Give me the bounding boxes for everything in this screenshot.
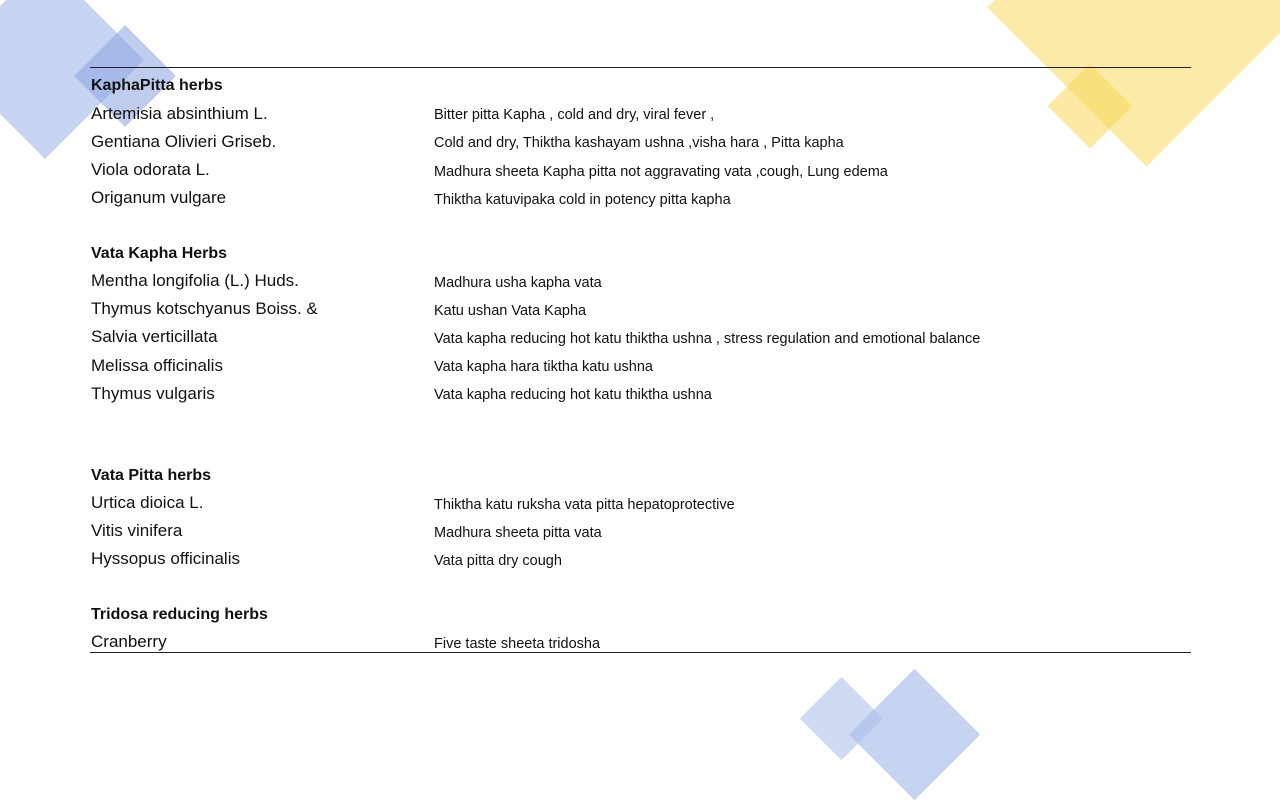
section-heading-vata-kapha: Vata Kapha Herbs [91, 245, 228, 262]
herb-description: Thiktha katuvipaka cold in potency pitta kapha [434, 192, 731, 208]
herb-name: Vitis vinifera [91, 521, 183, 540]
herb-name: Urtica dioica L. [91, 493, 204, 512]
section-heading-vata-pitta: Vata Pitta herbs [91, 467, 212, 484]
herb-name: Viola odorata L. [91, 160, 210, 179]
bottom-rule [90, 652, 1191, 653]
decorative-yellow-diamond-top-right-large [987, 0, 1280, 167]
section-heading-tridosa: Tridosa reducing herbs [91, 606, 268, 623]
top-rule [90, 67, 1191, 68]
herb-description: Madhura sheeta pitta vata [434, 525, 602, 541]
herb-description: Vata kapha hara tiktha katu ushna [434, 359, 653, 375]
decorative-blue-diamond-bottom-large [849, 669, 981, 800]
herb-name: Gentiana Olivieri Griseb. [91, 132, 277, 151]
herb-name: Hyssopus officinalis [91, 549, 240, 568]
herb-description: Five taste sheeta tridosha [434, 636, 601, 652]
herb-name: Origanum vulgare [91, 188, 227, 207]
herb-description: Vata kapha reducing hot katu thiktha ushna , stress regulation and emotional balance [434, 331, 981, 347]
herb-description: Bitter pitta Kapha , cold and dry, viral fever , [434, 107, 715, 123]
herb-description: Madhura usha kapha vata [434, 275, 602, 291]
herb-description: Cold and dry, Thiktha kashayam ushna ,visha hara , Pitta kapha [434, 135, 844, 151]
herb-description: Madhura sheeta Kapha pitta not aggravating vata ,cough, Lung edema [434, 164, 888, 180]
herb-description: Katu ushan Vata Kapha [434, 303, 587, 319]
herb-description: Vata pitta dry cough [434, 553, 562, 569]
herb-description: Thiktha katu ruksha vata pitta hepatoprotective [434, 497, 735, 513]
herb-name: Thymus kotschyanus Boiss. & [91, 299, 318, 318]
herb-name: Melissa officinalis [91, 356, 223, 375]
herb-description: Vata kapha reducing hot katu thiktha ushna [434, 387, 712, 403]
herb-name: Thymus vulgaris [91, 384, 215, 403]
herb-name: Cranberry [91, 632, 167, 651]
herb-name: Mentha longifolia (L.) Huds. [91, 271, 299, 290]
herb-name: Salvia verticillata [91, 327, 218, 346]
section-heading-kaphapitta: KaphaPitta herbs [91, 77, 223, 94]
herb-name: Artemisia absinthium L. [91, 104, 268, 123]
